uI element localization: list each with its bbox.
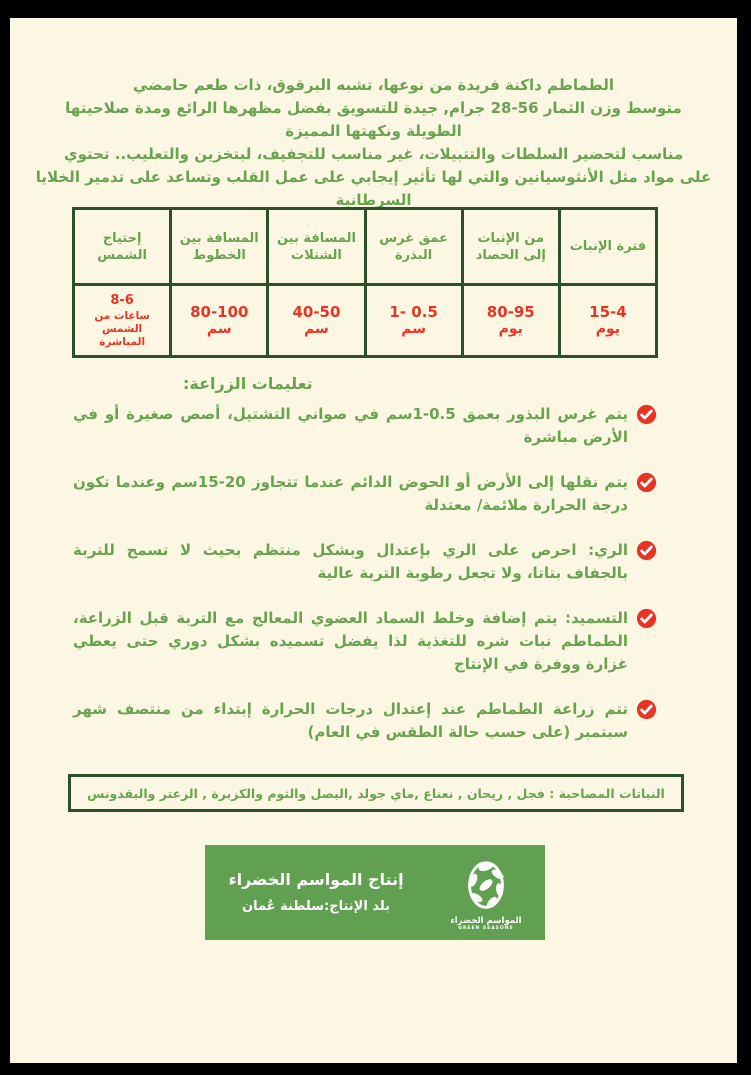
table-header-cell: فترة الإنبات bbox=[559, 209, 656, 285]
logo-caption: المواسم الخضراء bbox=[450, 916, 522, 926]
instructions-title: تعليمات الزراعة: bbox=[183, 374, 313, 393]
value-unit: ساعات من الشمس المباشرة bbox=[94, 310, 150, 348]
table-value-cell bbox=[559, 285, 656, 357]
instruction-item bbox=[73, 698, 657, 744]
instruction-text: تتم زراعة الطماطم عند إعتدال درجات الحرارة إبتداء من منتصف شهر سبتمبر (على حسب حالة الطقس في العام) bbox=[73, 700, 628, 741]
table-header-cell: المسافة بين الشتلات bbox=[268, 209, 365, 285]
intro-line: الطويلة ونكهتها المميزة bbox=[285, 122, 462, 140]
check-circle-icon bbox=[636, 699, 657, 720]
value-unit: سم bbox=[401, 321, 426, 337]
flyer-paper bbox=[10, 18, 737, 1063]
table-header-cell: المسافة بين الخطوط bbox=[171, 209, 268, 285]
green-seasons-logo-icon bbox=[457, 857, 515, 915]
value-unit: سم bbox=[304, 321, 329, 337]
companion-plants-bar bbox=[68, 774, 684, 812]
companion-plants-text: النباتات المصاحبة : فجل , ريحان , نعناع ,ماي جولد ,البصل والثوم والكزبرة , الزعتر والبقدونس bbox=[87, 785, 665, 801]
intro-line: مناسب لتحضير السلطات والتتبيلات، غير مناسب للتجفيف، لبتخزين والتعليب.. تحتوي bbox=[63, 145, 684, 163]
check-circle-icon bbox=[636, 540, 657, 561]
instruction-text: يتم نقلها إلى الأرض أو الحوض الدائم عندما تتجاوز 20-15سم وعندما تكون درجة الحرارة ملائمة/ معتدلة bbox=[73, 473, 628, 514]
check-circle-icon bbox=[636, 404, 657, 425]
instruction-text: الري: احرص على الري بإعتدال وبشكل منتظم بحيث لا تسمح للتربة بالجفاف بتاتا، ولا تجعل رطوبة التربة عالية bbox=[73, 541, 628, 582]
value-unit: يوم bbox=[595, 321, 621, 337]
brand-logo-block bbox=[427, 845, 545, 940]
instruction-item bbox=[73, 539, 657, 585]
intro-line: متوسط وزن الثمار 56-28 جرام, جيدة للتسويق بفضل مظهرها الرائع ومدة صلاحيتها bbox=[65, 99, 682, 117]
table-header-cell: من الإنبات إلى الحصاد bbox=[462, 209, 559, 285]
instruction-item bbox=[73, 471, 657, 517]
table-value-cell bbox=[268, 285, 365, 357]
table-value-cell bbox=[74, 285, 171, 357]
intro-line: على مواد مثل الأنثوسيانين والتي لها تأثير إيجابي على عمل القلب وتساعد على تدمير الخلايا bbox=[35, 168, 712, 186]
value-number: 15-4 bbox=[589, 303, 627, 321]
table-header-cell: عمق غرس البذرة bbox=[365, 209, 462, 285]
instruction-text: التسميد: يتم إضافة وخلط السماد العضوي المعالج مع التربة قبل الزراعة، الطماطم نبات شره للتغذية لذا يفضل تسميده بشكل دوري حتى يعطي غزارة ووفرة في الإنتاج bbox=[73, 609, 628, 673]
footer-banner bbox=[205, 845, 545, 940]
value-number: 40-50 bbox=[292, 303, 341, 321]
value-number: 80-100 bbox=[190, 303, 249, 321]
footer-origin-country: بلد الإنتاج:سلطنة عُمان bbox=[241, 899, 391, 914]
intro-line: الطماطم داكنة فريدة من نوعها، تشبه البرقوق، ذات طعم حامضي bbox=[133, 76, 614, 94]
check-circle-icon bbox=[636, 608, 657, 629]
footer-text-block bbox=[205, 870, 427, 915]
value-unit: يوم bbox=[498, 321, 523, 337]
table-value-cell bbox=[171, 285, 268, 357]
instructions-list bbox=[73, 403, 657, 744]
intro-description bbox=[28, 74, 719, 212]
table-value-cell bbox=[365, 285, 462, 357]
value-number: 1- 0.5 bbox=[389, 303, 438, 321]
instruction-text: يتم غرس البذور بعمق 0.5-1سم في صواني التشتيل، أصص صغيرة أو في الأرض مباشرة bbox=[73, 405, 628, 446]
table-header-cell: إحتياج الشمس bbox=[74, 209, 171, 285]
value-unit: سم bbox=[206, 321, 232, 337]
footer-production-title: إنتاج المواسم الخضراء bbox=[228, 870, 404, 889]
planting-instructions-section bbox=[73, 374, 657, 766]
instruction-item bbox=[73, 607, 657, 676]
value-number: 80-95 bbox=[486, 303, 535, 321]
logo-subtitle: GREEN SEASONS bbox=[458, 926, 514, 931]
table-value-cell bbox=[462, 285, 559, 357]
intro-line: السرطانية bbox=[335, 191, 412, 209]
instruction-item bbox=[73, 403, 657, 449]
growing-info-table bbox=[72, 207, 658, 358]
value-number: 8-6 bbox=[110, 293, 134, 308]
check-circle-icon bbox=[636, 472, 657, 493]
